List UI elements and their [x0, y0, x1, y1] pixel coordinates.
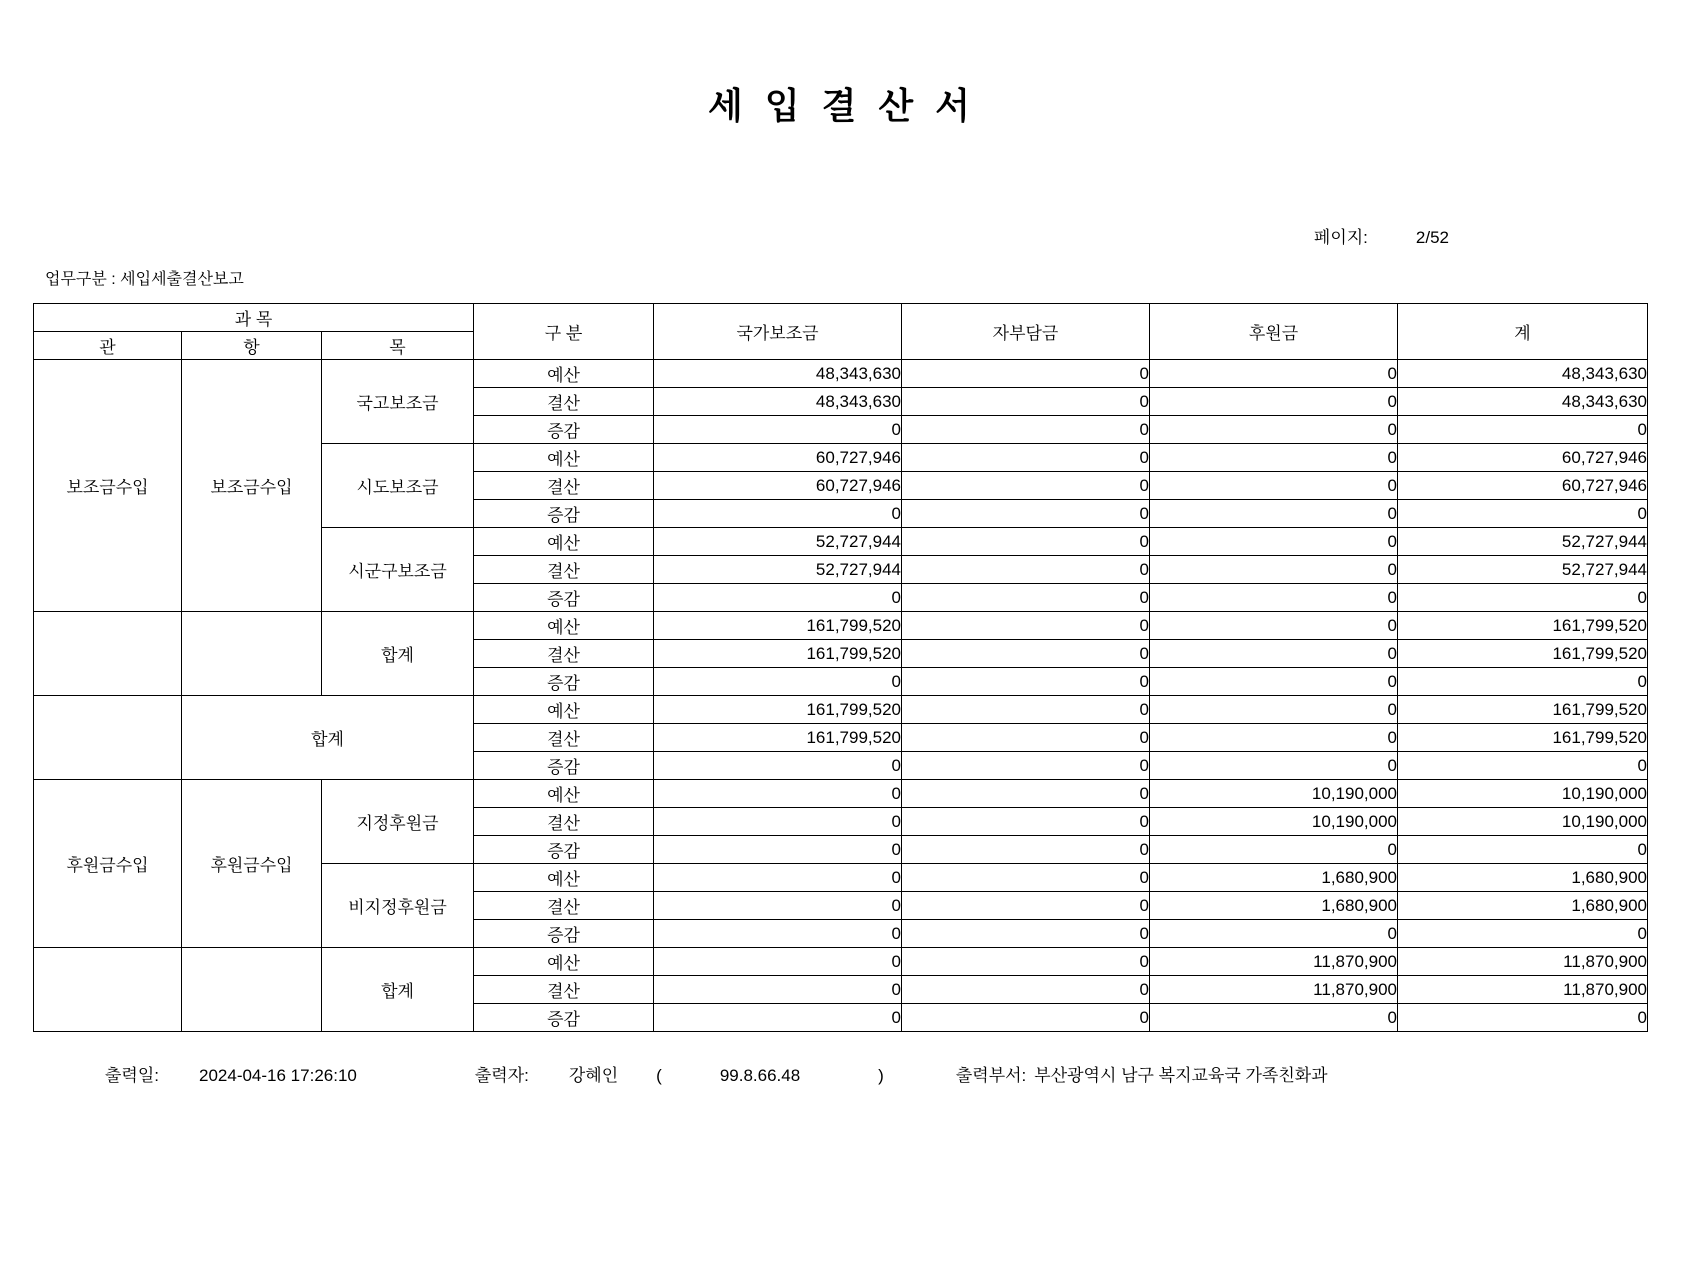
cell-value: 0	[1150, 668, 1398, 696]
cell-value: 0	[902, 556, 1150, 584]
cell-value: 10,190,000	[1150, 780, 1398, 808]
cell-value: 1,680,900	[1398, 864, 1648, 892]
cell-value: 0	[902, 472, 1150, 500]
cell-kind: 예산	[474, 948, 654, 976]
cell-kind: 증감	[474, 668, 654, 696]
cell-value: 0	[654, 752, 902, 780]
cell-value: 0	[1398, 500, 1648, 528]
cell-value: 60,727,946	[1398, 472, 1648, 500]
cell-kind: 예산	[474, 780, 654, 808]
cell-value: 60,727,946	[654, 444, 902, 472]
dept-label: 출력부서:	[955, 1066, 1027, 1085]
cell-value: 0	[902, 836, 1150, 864]
printer-label: 출력자:	[474, 1066, 529, 1085]
cell-hang-1: 보조금수입	[182, 360, 322, 612]
cell-value: 0	[902, 668, 1150, 696]
header-gubun: 구 분	[474, 304, 654, 360]
cell-kind: 예산	[474, 444, 654, 472]
cell-value: 161,799,520	[1398, 724, 1648, 752]
cell-kind: 결산	[474, 976, 654, 1004]
cell-value: 11,870,900	[1398, 976, 1648, 1004]
cell-kind: 결산	[474, 808, 654, 836]
page-number-label: 페이지:	[1313, 228, 1368, 247]
cell-value: 0	[1150, 360, 1398, 388]
cell-mok-1-1: 국고보조금	[322, 360, 474, 444]
cell-value: 1,680,900	[1150, 892, 1398, 920]
cell-value: 0	[654, 1004, 902, 1032]
cell-value: 161,799,520	[654, 724, 902, 752]
cell-value: 161,799,520	[654, 612, 902, 640]
cell-gwan-total: 합계	[182, 696, 474, 780]
cell-value: 0	[1398, 752, 1648, 780]
cell-value: 0	[902, 612, 1150, 640]
cell-kind: 결산	[474, 724, 654, 752]
settlement-table	[33, 303, 1648, 1032]
cell-value: 1,680,900	[1398, 892, 1648, 920]
cell-value: 60,727,946	[654, 472, 902, 500]
cell-gwan-blank-3	[34, 948, 182, 1032]
cell-value: 48,343,630	[654, 360, 902, 388]
document-page	[0, 78, 1684, 1268]
cell-value: 0	[1150, 752, 1398, 780]
cell-value: 52,727,944	[654, 528, 902, 556]
cell-value: 161,799,520	[1398, 696, 1648, 724]
cell-value: 0	[1150, 1004, 1398, 1032]
cell-value: 0	[1150, 472, 1398, 500]
cell-value: 0	[1398, 1004, 1648, 1032]
dept-name: 부산광역시 남구 복지교육국 가족친화과	[1034, 1066, 1328, 1085]
cell-value: 0	[902, 948, 1150, 976]
cell-value: 0	[1150, 724, 1398, 752]
cell-gwan-2: 후원금수입	[34, 780, 182, 948]
cell-value: 10,190,000	[1398, 808, 1648, 836]
cell-gwan-blank-1	[34, 612, 182, 696]
cell-value: 11,870,900	[1150, 948, 1398, 976]
cell-hang-blank-1	[182, 612, 322, 696]
header-subject-group: 과 목	[34, 304, 474, 332]
cell-hang-2: 후원금수입	[182, 780, 322, 948]
page-number	[1314, 223, 1449, 248]
cell-kind: 예산	[474, 696, 654, 724]
header-hang: 항	[182, 332, 322, 360]
print-date-value: 2024-04-16 17:26:10	[199, 1066, 357, 1085]
cell-value: 0	[902, 640, 1150, 668]
cell-value: 10,190,000	[1398, 780, 1648, 808]
cell-kind: 증감	[474, 1004, 654, 1032]
cell-value: 0	[902, 864, 1150, 892]
cell-value: 0	[654, 416, 902, 444]
page-title: 세 입 결 산 서	[708, 85, 976, 126]
cell-value: 0	[1398, 836, 1648, 864]
cell-value: 0	[1150, 696, 1398, 724]
cell-kind: 예산	[474, 612, 654, 640]
cell-value: 0	[1150, 388, 1398, 416]
cell-kind: 증감	[474, 752, 654, 780]
page-number-value: 2/52	[1415, 228, 1449, 247]
cell-kind: 예산	[474, 864, 654, 892]
cell-value: 161,799,520	[1398, 640, 1648, 668]
cell-value: 0	[902, 752, 1150, 780]
cell-value: 10,190,000	[1150, 808, 1398, 836]
cell-value: 0	[1150, 612, 1398, 640]
paren-close: )	[878, 1066, 884, 1085]
cell-value: 0	[1150, 640, 1398, 668]
cell-value: 0	[654, 892, 902, 920]
table-row	[34, 948, 1648, 976]
table-row	[34, 780, 1648, 808]
cell-value: 60,727,946	[1398, 444, 1648, 472]
document-footer	[0, 1061, 1684, 1086]
cell-value: 48,343,630	[1398, 388, 1648, 416]
header-col-0: 국가보조금	[654, 304, 902, 360]
cell-value: 0	[902, 724, 1150, 752]
cell-kind: 결산	[474, 556, 654, 584]
cell-value: 0	[654, 584, 902, 612]
cell-value: 0	[902, 584, 1150, 612]
cell-value: 0	[654, 864, 902, 892]
cell-value: 0	[902, 892, 1150, 920]
cell-kind: 증감	[474, 836, 654, 864]
cell-value: 0	[902, 360, 1150, 388]
cell-value: 0	[902, 528, 1150, 556]
cell-value: 0	[1150, 528, 1398, 556]
business-division: 업무구분 : 세입세출결산보고	[45, 271, 244, 288]
cell-value: 0	[654, 920, 902, 948]
cell-value: 11,870,900	[1150, 976, 1398, 1004]
cell-kind: 증감	[474, 584, 654, 612]
cell-value: 0	[1150, 920, 1398, 948]
cell-gwan-1: 보조금수입	[34, 360, 182, 612]
cell-value: 161,799,520	[654, 640, 902, 668]
cell-value: 0	[902, 416, 1150, 444]
cell-value: 0	[654, 948, 902, 976]
cell-value: 52,727,944	[654, 556, 902, 584]
printer-name: 강혜인	[568, 1066, 619, 1085]
cell-kind: 예산	[474, 528, 654, 556]
cell-value: 0	[654, 808, 902, 836]
cell-value: 0	[902, 976, 1150, 1004]
cell-mok-total-1: 합계	[322, 612, 474, 696]
header-col-3: 계	[1398, 304, 1648, 360]
table-row	[34, 360, 1648, 388]
cell-value: 52,727,944	[1398, 528, 1648, 556]
cell-kind: 결산	[474, 388, 654, 416]
header-mok: 목	[322, 332, 474, 360]
cell-value: 161,799,520	[1398, 612, 1648, 640]
cell-value: 0	[1150, 444, 1398, 472]
cell-value: 0	[1150, 500, 1398, 528]
cell-value: 48,343,630	[1398, 360, 1648, 388]
cell-value: 0	[654, 668, 902, 696]
cell-value: 161,799,520	[654, 696, 902, 724]
cell-value: 0	[1398, 584, 1648, 612]
cell-value: 0	[654, 836, 902, 864]
paren-open: (	[656, 1066, 662, 1085]
cell-value: 0	[902, 1004, 1150, 1032]
cell-kind: 예산	[474, 360, 654, 388]
cell-value: 0	[1150, 584, 1398, 612]
header-col-1: 자부담금	[902, 304, 1150, 360]
cell-kind: 증감	[474, 416, 654, 444]
cell-gwan-blank-2	[34, 696, 182, 780]
cell-value: 0	[902, 808, 1150, 836]
cell-value: 0	[902, 500, 1150, 528]
cell-kind: 증감	[474, 920, 654, 948]
cell-value: 0	[654, 976, 902, 1004]
cell-value: 0	[1150, 416, 1398, 444]
cell-mok-2-2: 비지정후원금	[322, 864, 474, 948]
cell-value: 0	[902, 920, 1150, 948]
cell-value: 52,727,944	[1398, 556, 1648, 584]
cell-value: 48,343,630	[654, 388, 902, 416]
cell-mok-2-1: 지정후원금	[322, 780, 474, 864]
cell-value: 0	[1398, 416, 1648, 444]
cell-kind: 증감	[474, 500, 654, 528]
cell-value: 0	[654, 500, 902, 528]
cell-mok-1-2: 시도보조금	[322, 444, 474, 528]
cell-value: 0	[902, 780, 1150, 808]
cell-kind: 결산	[474, 472, 654, 500]
print-date-label: 출력일:	[105, 1066, 159, 1085]
printer-ip: 99.8.66.48	[719, 1066, 801, 1085]
cell-value: 0	[902, 696, 1150, 724]
cell-mok-total-2: 합계	[322, 948, 474, 1032]
cell-value: 0	[1150, 836, 1398, 864]
header-gwan: 관	[34, 332, 182, 360]
table-row	[34, 696, 1648, 724]
cell-mok-1-3: 시군구보조금	[322, 528, 474, 612]
cell-value: 1,680,900	[1150, 864, 1398, 892]
cell-value: 0	[654, 780, 902, 808]
cell-value: 0	[1150, 556, 1398, 584]
table-row	[34, 612, 1648, 640]
cell-value: 11,870,900	[1398, 948, 1648, 976]
cell-hang-blank-3	[182, 948, 322, 1032]
cell-value: 0	[902, 444, 1150, 472]
header-col-2: 후원금	[1150, 304, 1398, 360]
table-header-row-1	[34, 304, 1648, 332]
cell-kind: 결산	[474, 640, 654, 668]
cell-value: 0	[1398, 920, 1648, 948]
cell-kind: 결산	[474, 892, 654, 920]
cell-value: 0	[902, 388, 1150, 416]
cell-value: 0	[1398, 668, 1648, 696]
